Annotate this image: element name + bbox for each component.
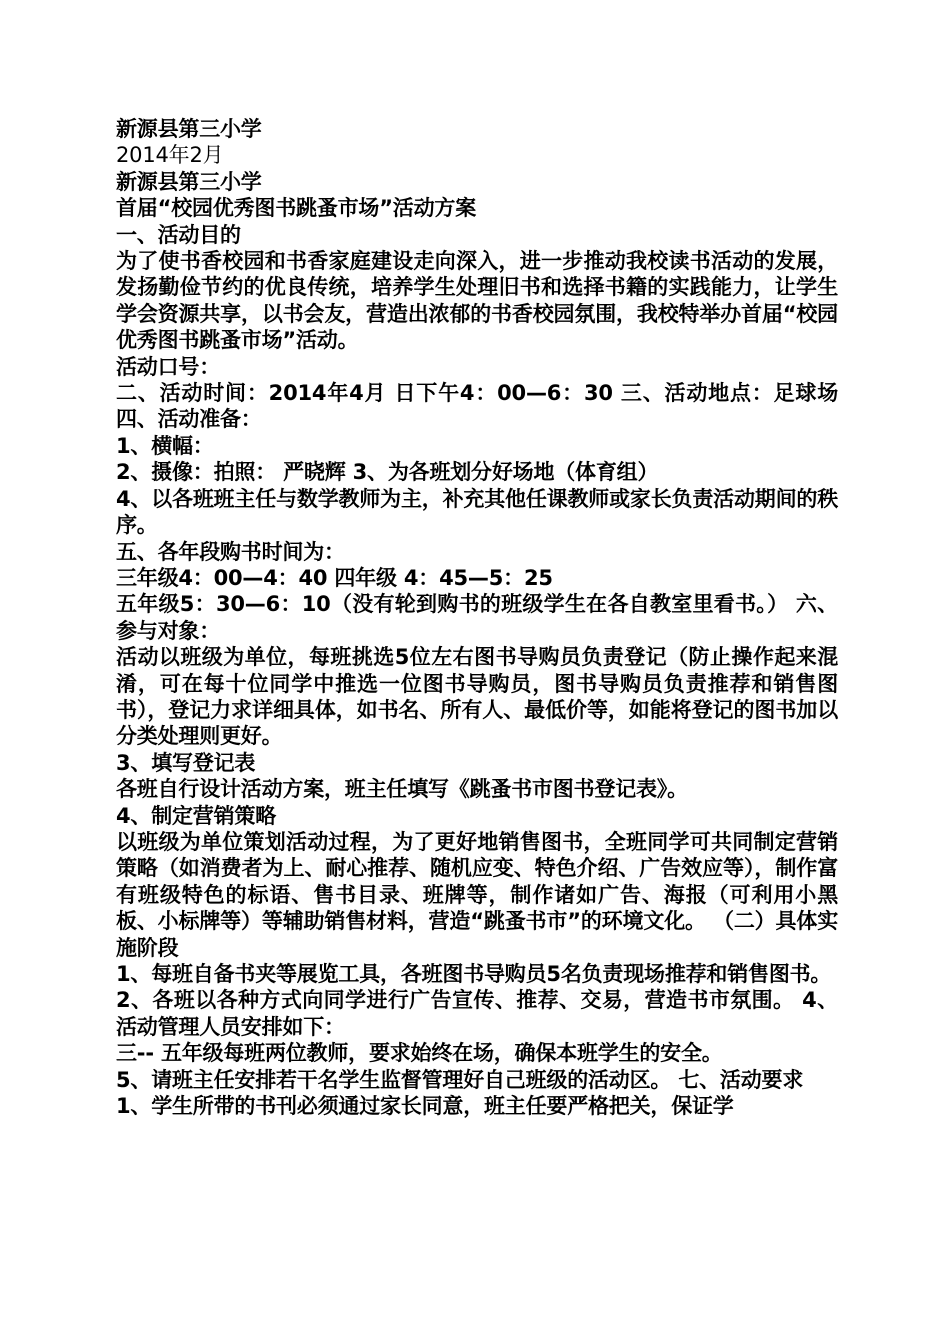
paragraph-teachers: 三-- 五年级每班两位教师，要求始终在场，确保本班学生的安全。 [116,1041,723,1066]
school-name-repeat: 新源县第三小学 [116,169,262,194]
schedule-grade-5: 五年级5：30—6：10（没有轮到购书的班级学生在各自教室里看书。） 六、参与对象： [116,592,838,643]
activity-slogan: 活动口号： [116,354,220,379]
heading-marketing: 4、制定营销策略 [116,803,277,828]
paragraph-implementation-2: 2、各班以各种方式向同学进行广告宣传、推荐、交易，营造书市氛围。 4、活动管理人员安排如下： [116,988,838,1039]
paragraph-implementation-1: 1、每班自备书夹等展览工具，各班图书导购员5名负责现场推荐和销售图书。 [116,962,832,986]
document-page [116,116,838,1119]
paragraph-participants: 活动以班级为单位，每班挑选5位左右图书导购员负责登记（防止操作起来混淆，可在每十位同学中推选一位图书导购员，图书导购员负责推荐和销售图书），登记力求详细具体，如书名、所有人、最低价等，如能将登记的图书加以分类处理则更好。 [116,645,838,749]
section-heading-purpose: 一、活动目的 [116,222,241,247]
paragraph-purpose: 为了使书香校园和书香家庭建设走向深入，进一步推动我校读书活动的发展，发扬勤俭节约的优良传统，培养学生处理旧书和选择书籍的实践能力，让学生学会资源共享，以书会友，营造出浓郁的书香校园氛围，我校特举办首届“校园优秀图书跳蚤市场”活动。 [116,249,838,353]
schedule-grade-3-4: 三年级4：00—4：40 四年级 4：45—5：25 [116,565,553,590]
paragraph-order: 4、以各班班主任与数学教师为主，补充其他任课教师或家长负责活动期间的秩序。 [116,486,838,538]
paragraph-supervision: 5、请班主任安排若干名学生监督管理好自己班级的活动区。 七、活动要求 [116,1067,804,1092]
document-title: 首届“校园优秀图书跳蚤市场”活动方案 [116,196,477,221]
school-name: 新源县第三小学 [116,117,262,141]
item-photography: 2、摄像：拍照： 严晓辉 3、为各班划分好场地（体育组） [116,460,659,485]
document-date: 2014年2月 [116,143,224,168]
paragraph-marketing: 以班级为单位策划活动过程，为了更好地销售图书，全班同学可共同制定营销策略（如消费者为上、耐心推荐、随机应变、特色介绍、广告效应等），制作富有班级特色的标语、售书目录、班牌等，制作诸如广告、海报（可利用小黑板、小标牌等）等辅助销售材料，营造“跳蚤书市”的环境文化。 （二）具体实施阶段 [116,829,838,960]
section-heading-schedule: 五、各年段购书时间为： [116,539,345,564]
item-banner: 1、横幅： [116,433,214,458]
paragraph-time-location: 二、活动时间：2014年4月 日下午4：00—6：30 三、活动地点：足球场 四、活动准备： [116,381,838,432]
heading-registration-form: 3、填写登记表 [116,750,256,775]
paragraph-registration: 各班自行设计活动方案，班主任填写《跳蚤书市图书登记表》。 [116,777,688,802]
paragraph-requirements-1: 1、学生所带的书刊必须通过家长同意，班主任要严格把关，保证学 [116,1094,734,1119]
